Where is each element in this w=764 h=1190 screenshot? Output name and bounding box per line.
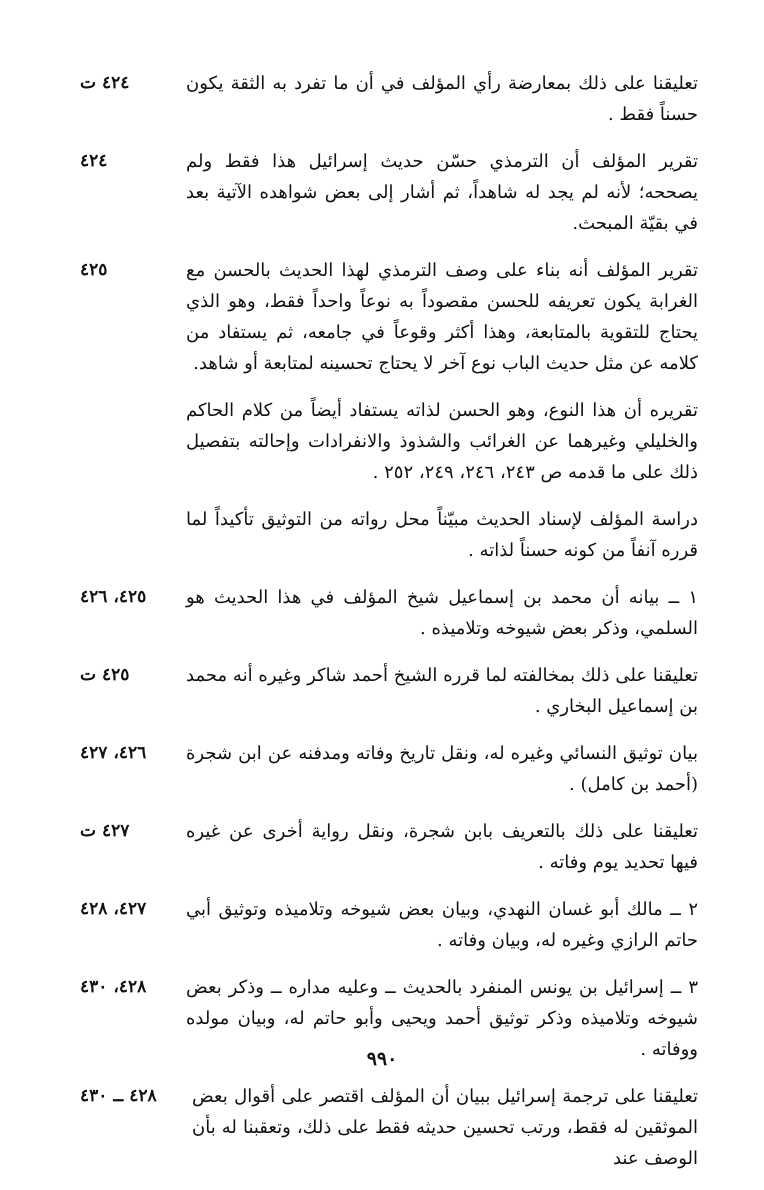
page-reference: ٤٢٥، ٤٢٦ — [80, 587, 147, 607]
entry — [80, 894, 698, 956]
page-reference: ٤٢٧ ت — [80, 821, 130, 841]
entry-text: تعليقنا على ترجمة إسرائيل ببيان أن المؤلف اقتصر على أقوال بعض الموثقين له فقط، ورتب تحسين حديثه فقط على ذلك، وتعقبنا له بأن الوصف عند — [192, 1086, 698, 1169]
entry-text: تقرير المؤلف أنه بناء على وصف الترمذي لهذا الحديث بالحسن مع الغرابة يكون تعريفه للحسن مقصوداً به نوعاً واحداً فقط، وهو الذي يحتاج للتقوية بالمتابعة، وهذا أكثر وقوعاً في جامعه، ثم يستفاد من كلامه عن مثل حديث الباب نوع آخر لا يحتاج تحسينه لمتابعة أو شاهد. — [186, 260, 698, 374]
page-reference: ٤٢٥ — [80, 260, 108, 280]
entry — [80, 146, 698, 239]
entry-text: بيان توثيق النسائي وغيره له، ونقل تاريخ وفاته ومدفنه عن ابن شجرة (أحمد بن كامل) . — [186, 743, 698, 795]
entry-text: تقريره أن هذا النوع، وهو الحسن لذاته يستفاد أيضاً من كلام الحاكم والخليلي وغيرهما عن الغرائب والشذوذ والانفرادات وإحالته بتفصيل ذلك على ما قدمه ص ٢٤٣، ٢٤٦، ٢٤٩، ٢٥٢ . — [186, 400, 698, 483]
entry-text: ٣ ــ إسرائيل بن يونس المنفرد بالحديث ــ وعليه مداره ــ وذكر بعض شيوخه وتلاميذه وذكر توثيق أحمد ويحيى وأبو حاتم له، وبيان مولده ووفاته . — [186, 977, 698, 1060]
page-reference: ٤٢٦، ٤٢٧ — [80, 743, 147, 763]
entry — [80, 1081, 698, 1174]
entry-text: ١ ــ بيانه أن محمد بن إسماعيل شيخ المؤلف في هذا الحديث هو السلمي، وذكر بعض شيوخه وتلاميذه . — [186, 587, 698, 639]
entry — [80, 504, 698, 566]
page-reference: ٤٢٨ ــ ٤٣٠ — [80, 1086, 157, 1106]
page-reference: ٤٢٧، ٤٢٨ — [80, 899, 147, 919]
entry-text: تعليقنا على ذلك بالتعريف بابن شجرة، ونقل رواية أخرى عن غيره فيها تحديد يوم وفاته . — [186, 821, 698, 873]
page-reference: ٤٢٨، ٤٣٠ — [80, 977, 147, 997]
entry-text: تعليقنا على ذلك بمخالفته لما قرره الشيخ أحمد شاكر وغيره أنه محمد بن إسماعيل البخاري . — [186, 665, 698, 717]
entry-text: تعليقنا على ذلك بمعارضة رأي المؤلف في أن ما تفرد به الثقة يكون حسناً فقط . — [186, 73, 698, 125]
entry — [80, 582, 698, 644]
page-reference: ٤٢٥ ت — [80, 665, 130, 685]
index-page — [80, 68, 698, 1190]
entry — [80, 816, 698, 878]
page-reference: ٤٢٤ — [80, 151, 108, 171]
entry — [80, 68, 698, 130]
entry — [80, 255, 698, 379]
entry — [80, 395, 698, 488]
entry — [80, 660, 698, 722]
entry-text: ٢ ــ مالك أبو غسان النهدي، وبيان بعض شيوخه وتلاميذه وتوثيق أبي حاتم الرازي وغيره له، وبيان وفاته . — [186, 899, 699, 951]
page-reference: ٤٢٤ ت — [80, 73, 130, 93]
entry-text: دراسة المؤلف لإسناد الحديث مبيّناً محل رواته من التوثيق تأكيداً لما قرره آنفاً من كونه حسناً لذاته . — [186, 509, 698, 561]
entry-text: تقرير المؤلف أن الترمذي حسّن حديث إسرائيل هذا فقط ولم يصححه؛ لأنه لم يجد له شاهداً، ثم أشار إلى بعض شواهده الآتية بعد في بقيّة المبحث. — [186, 151, 698, 234]
page-number: ٩٩٠ — [366, 1048, 398, 1070]
entry — [80, 738, 698, 800]
